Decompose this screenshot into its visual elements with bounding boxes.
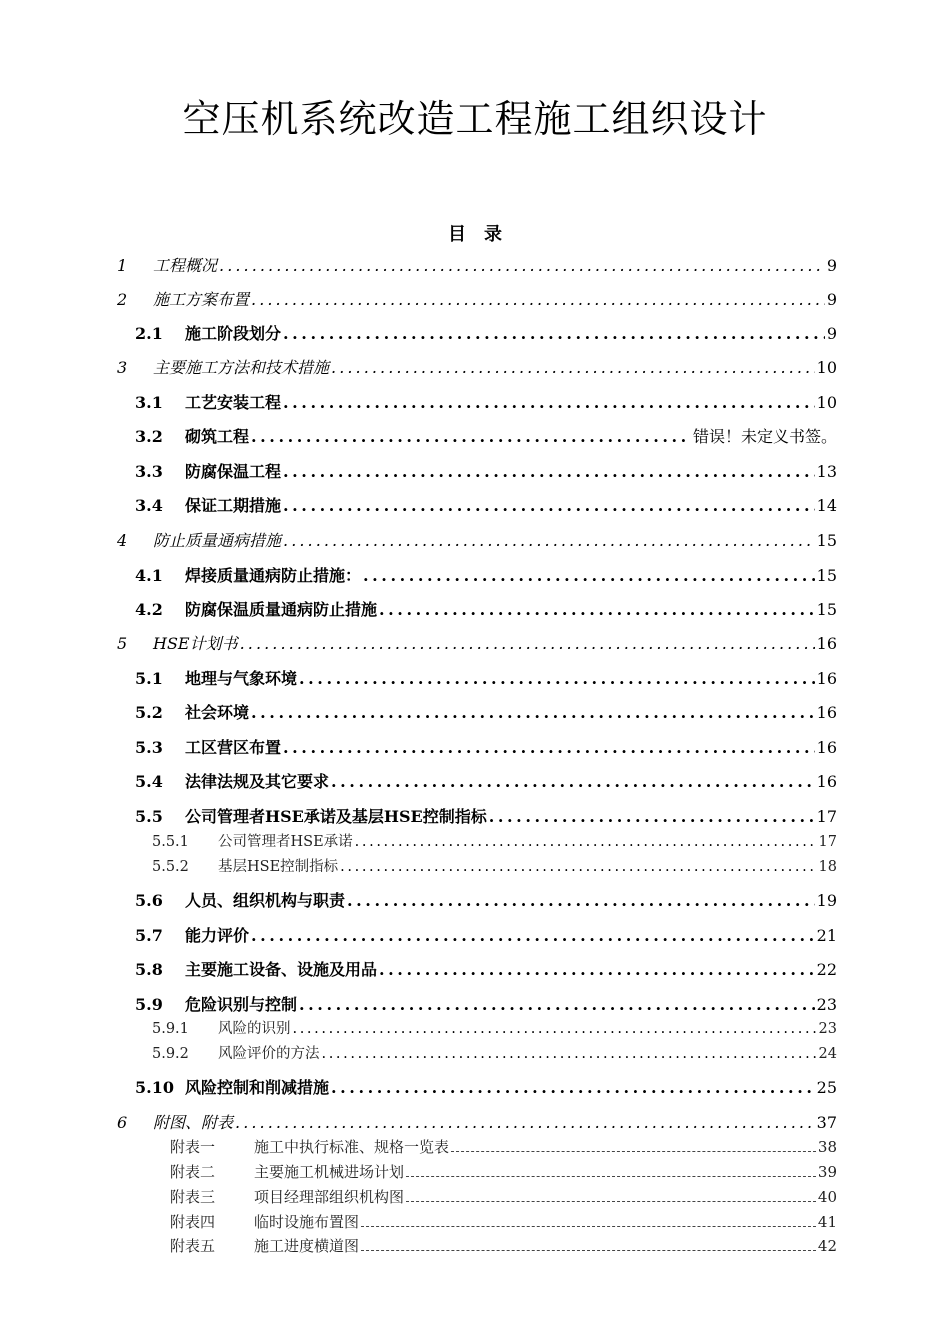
toc-leader-dots (283, 495, 815, 517)
toc-entry-page: 错误！未定义书签。 (692, 427, 837, 446)
toc-entry-page: 39 (817, 1163, 837, 1181)
toc-entry[interactable] (135, 737, 837, 759)
toc-entry-title: 风险控制和削减措施 (185, 1078, 330, 1097)
toc-entry-page: 41 (817, 1213, 837, 1231)
toc-leader-dots (283, 530, 815, 552)
toc-entry-page: 16 (816, 738, 837, 757)
toc-entry-title: 主要施工设备、设施及用品 (185, 960, 378, 979)
toc-entry-title: 风险评价的方法 (218, 1046, 320, 1062)
toc-entry-number: 5.7 (135, 926, 163, 945)
toc-entry[interactable] (135, 495, 837, 517)
toc-entry[interactable] (135, 392, 837, 414)
toc-entry-number: 5.5.2 (152, 859, 189, 875)
toc-entry-page: 17 (818, 834, 837, 850)
toc-entry-title: 人员、组织机构与职责 (185, 891, 346, 910)
toc-entry-title: HSE计划书 (153, 634, 238, 653)
toc-entry-number: 附表一 (170, 1138, 216, 1156)
toc-entry-page: 37 (816, 1113, 837, 1132)
toc-leader-dots (251, 289, 825, 311)
toc-entry-page: 22 (816, 960, 837, 979)
toc-entry-page: 10 (816, 393, 837, 412)
toc-entry-number: 5.3 (135, 738, 163, 757)
toc-entry-number: 附表五 (170, 1237, 216, 1255)
toc-entry-title: 项目经理部组织机构图 (254, 1188, 405, 1206)
toc-entry-page: 23 (818, 1021, 837, 1037)
toc-leader-dots (340, 856, 816, 878)
toc-entry-title: 施工阶段划分 (185, 324, 282, 343)
toc-entry-title: 主要施工方法和技术措施 (153, 358, 330, 377)
toc-leader-dots (299, 994, 815, 1016)
toc-entry-title: 砌筑工程 (185, 427, 250, 446)
toc-entry[interactable] (117, 633, 837, 655)
toc-entry-number: 5.5 (135, 807, 163, 826)
toc-entry[interactable] (135, 890, 837, 912)
toc-entry-page: 38 (817, 1138, 837, 1156)
toc-entry[interactable] (117, 357, 837, 379)
toc-entry[interactable] (170, 1161, 837, 1183)
toc-entry-number: 附表二 (170, 1163, 216, 1181)
toc-leader-dots (235, 1112, 815, 1134)
toc-entry[interactable] (152, 856, 837, 878)
toc-entry[interactable] (170, 1235, 837, 1257)
toc-entry-number: 4.1 (135, 566, 163, 585)
toc-entry[interactable] (170, 1136, 837, 1158)
toc-entry-number: 5.10 (135, 1078, 174, 1097)
toc-leader-dots (379, 959, 815, 981)
toc-entry-number: 5.1 (135, 669, 163, 688)
toc-entry-page: 16 (816, 634, 837, 653)
toc-entry-title: 施工中执行标准、规格一览表 (254, 1138, 450, 1156)
toc-entry-page: 15 (816, 531, 837, 550)
toc-entry-number: 5.4 (135, 772, 163, 791)
toc-entry-title: 防止质量通病措施 (153, 531, 282, 550)
toc-entry-page: 24 (818, 1046, 837, 1062)
toc-entry-page: 10 (816, 358, 837, 377)
toc-leader-dots (251, 925, 815, 947)
toc-entry-page: 9 (826, 290, 837, 309)
toc-leader-dots (283, 737, 815, 759)
toc-entry[interactable] (135, 565, 837, 587)
toc-entry-title: 主要施工机械进场计划 (254, 1163, 405, 1181)
toc-leader-dots (406, 1200, 816, 1202)
toc-leader-dots (451, 1150, 816, 1152)
toc-entry-page: 23 (816, 995, 837, 1014)
toc-entry-page: 14 (816, 496, 837, 515)
toc-leader-dots (406, 1175, 816, 1177)
toc-entry-title: 社会环境 (185, 703, 250, 722)
toc-entry-page: 42 (817, 1237, 837, 1255)
toc-leader-dots (240, 633, 815, 655)
toc-entry-title: 保证工期措施 (185, 496, 282, 515)
toc-entry-number: 5 (117, 634, 128, 653)
toc-heading: 目 录 (448, 224, 502, 245)
toc-entry-number: 6 (117, 1113, 128, 1132)
toc-entry-number: 附表四 (170, 1213, 216, 1231)
toc-entry[interactable] (135, 323, 837, 345)
toc-entry-title: 防腐保温工程 (185, 462, 282, 481)
toc-leader-dots (347, 890, 815, 912)
toc-entry[interactable] (135, 668, 837, 690)
toc-leader-dots (489, 806, 815, 828)
toc-entry-title: 工区营区布置 (185, 738, 282, 757)
toc-entry-number: 附表三 (170, 1188, 216, 1206)
toc-entry-number: 1 (117, 256, 128, 275)
toc-entry[interactable] (135, 1077, 837, 1099)
toc-entry[interactable] (135, 994, 837, 1016)
toc-entry[interactable] (135, 702, 837, 724)
toc-entry-page: 19 (816, 891, 837, 910)
toc-entry-title: 焊接质量通病防止措施： (185, 566, 362, 585)
toc-leader-dots (331, 771, 815, 793)
toc-leader-dots (363, 565, 815, 587)
toc-entry-number: 5.9.1 (152, 1021, 189, 1037)
toc-leader-dots (299, 668, 815, 690)
toc-entry-page: 40 (817, 1188, 837, 1206)
toc-entry-number: 5.6 (135, 891, 163, 910)
toc-entry-number: 2.1 (135, 324, 163, 343)
toc-entry-title: 施工进度横道图 (254, 1237, 360, 1255)
toc-entry[interactable] (135, 925, 837, 947)
toc-leader-dots (219, 255, 825, 277)
toc-entry-title: 公司管理者HSE承诺 (218, 834, 353, 850)
toc-entry-number: 5.5.1 (152, 834, 189, 850)
toc-entry-number: 3.4 (135, 496, 163, 515)
toc-entry-title: 公司管理者HSE承诺及基层HSE控制指标 (185, 807, 487, 826)
toc-entry-title: 危险识别与控制 (185, 995, 298, 1014)
toc-entry-page: 15 (816, 600, 837, 619)
toc-entry-title: 工程概况 (153, 256, 218, 275)
toc-entry[interactable] (117, 1112, 837, 1134)
toc-entry-number: 5.9.2 (152, 1046, 189, 1062)
toc-entry[interactable] (117, 255, 837, 277)
toc-entry-page: 13 (816, 462, 837, 481)
toc-entry-number: 4.2 (135, 600, 163, 619)
toc-entry-title: 临时设施布置图 (254, 1213, 360, 1231)
toc-entry[interactable] (135, 426, 837, 448)
toc-leader-dots (331, 357, 815, 379)
toc-entry[interactable] (170, 1186, 837, 1208)
toc-entry-page: 9 (826, 256, 837, 275)
toc-entry-page: 15 (816, 566, 837, 585)
toc-entry-number: 3.2 (135, 427, 163, 446)
toc-entry-page: 18 (818, 859, 837, 875)
toc-entry[interactable] (152, 831, 837, 853)
toc-entry[interactable] (135, 771, 837, 793)
toc-leader-dots (331, 1077, 815, 1099)
toc-entry-page: 17 (816, 807, 837, 826)
toc-entry-page: 16 (816, 772, 837, 791)
toc-leader-dots (251, 702, 815, 724)
toc-entry[interactable] (117, 289, 837, 311)
toc-entry-title: 地理与气象环境 (185, 669, 298, 688)
toc-entry-title: 附图、附表 (153, 1113, 234, 1132)
toc-leader-dots (251, 426, 691, 448)
toc-entry-title: 能力评价 (185, 926, 250, 945)
toc-entry-title: 施工方案布置 (153, 290, 250, 309)
toc-leader-dots (293, 1018, 817, 1040)
toc-entry[interactable] (152, 1018, 837, 1040)
toc-entry-number: 3.1 (135, 393, 163, 412)
toc-entry-number: 5.2 (135, 703, 163, 722)
toc-entry-number: 4 (117, 531, 128, 550)
toc-leader-dots (379, 599, 815, 621)
toc-entry-title: 风险的识别 (218, 1021, 291, 1037)
toc-entry-title: 工艺安装工程 (185, 393, 282, 412)
toc-entry-page: 25 (816, 1078, 837, 1097)
toc-entry-number: 5.8 (135, 960, 163, 979)
toc-leader-dots (283, 323, 825, 345)
toc-leader-dots (361, 1225, 816, 1227)
toc-entry-page: 9 (826, 324, 837, 343)
toc-entry[interactable] (152, 1043, 837, 1065)
toc-leader-dots (283, 461, 815, 483)
toc-entry-title: 法律法规及其它要求 (185, 772, 330, 791)
toc-entry[interactable] (135, 599, 837, 621)
toc-entry-title: 基层HSE控制指标 (218, 859, 339, 875)
toc-entry-page: 21 (816, 926, 837, 945)
toc-entry[interactable] (170, 1211, 837, 1233)
toc-leader-dots (355, 831, 817, 853)
toc-entry-page: 16 (816, 703, 837, 722)
toc-entry-number: 5.9 (135, 995, 163, 1014)
toc-leader-dots (361, 1249, 816, 1251)
toc-entry[interactable] (135, 806, 837, 828)
document-title: 空压机系统改造工程施工组织设计 (182, 97, 768, 141)
toc-leader-dots (322, 1043, 817, 1065)
toc-entry[interactable] (117, 530, 837, 552)
toc-entry[interactable] (135, 959, 837, 981)
toc-entry-title: 防腐保温质量通病防止措施 (185, 600, 378, 619)
toc-entry-number: 3.3 (135, 462, 163, 481)
toc-entry[interactable] (135, 461, 837, 483)
toc-leader-dots (283, 392, 815, 414)
toc-entry-page: 16 (816, 669, 837, 688)
toc-entry-number: 2 (117, 290, 128, 309)
toc-entry-number: 3 (117, 358, 128, 377)
